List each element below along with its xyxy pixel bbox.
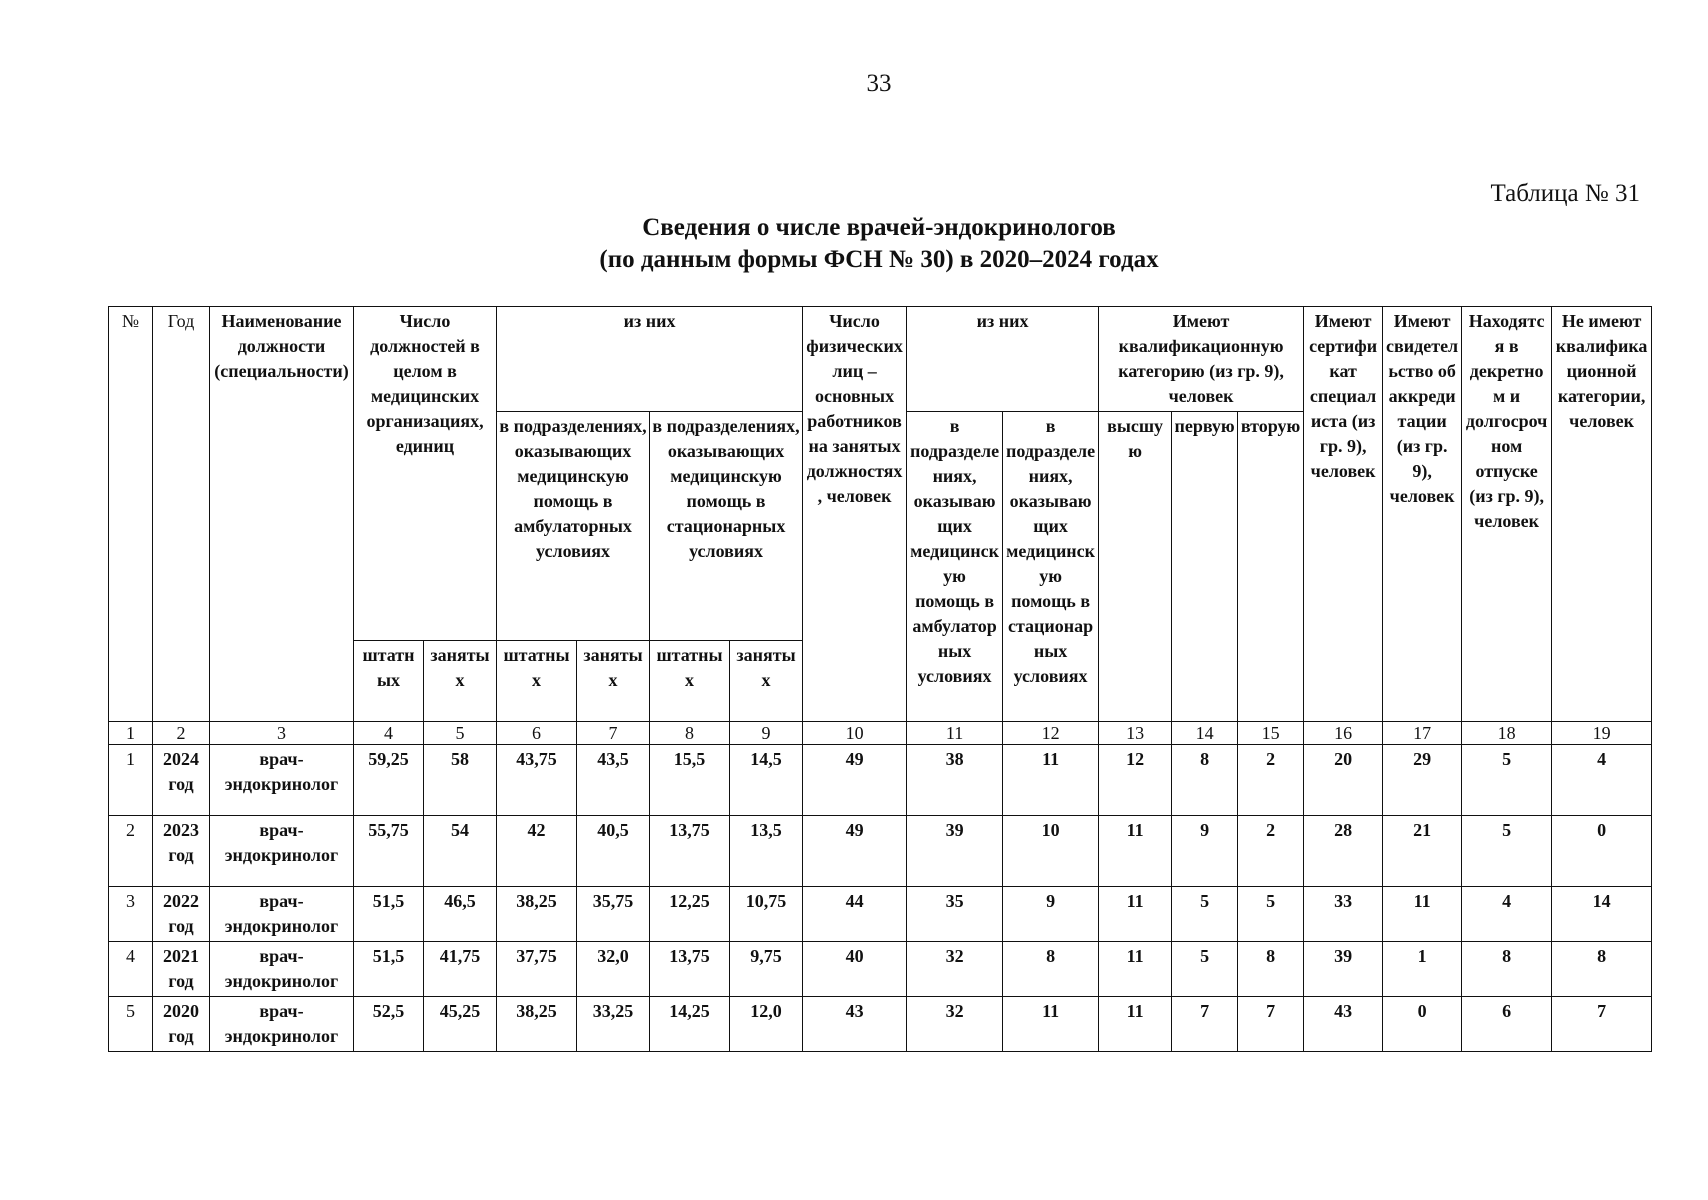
column-number: 5	[424, 722, 497, 745]
column-number: 17	[1383, 722, 1462, 745]
value-cell: 2	[1238, 745, 1304, 816]
value-cell: 4	[1552, 745, 1652, 816]
value-cell: 7	[1172, 997, 1238, 1052]
header-occupied: занятых	[577, 640, 650, 721]
header-highest: высшую	[1099, 412, 1172, 722]
value-cell: 43	[1304, 997, 1383, 1052]
column-number: 19	[1552, 722, 1652, 745]
column-number: 8	[650, 722, 730, 745]
value-cell: 38	[907, 745, 1003, 816]
year-cell: 2020 год	[153, 997, 210, 1052]
header-no-category: Не имеют квалификационной категории, человек	[1552, 307, 1652, 722]
value-cell: 14,5	[730, 745, 803, 816]
value-cell: 5	[1172, 942, 1238, 997]
value-cell: 49	[803, 745, 907, 816]
header-occupied: занятых	[424, 640, 497, 721]
table-body	[109, 745, 1652, 1052]
value-cell: 8	[1238, 942, 1304, 997]
value-cell: 10	[1003, 816, 1099, 887]
table-label: Таблица № 31	[1490, 180, 1640, 207]
value-cell: 51,5	[354, 942, 424, 997]
value-cell: 35	[907, 887, 1003, 942]
value-cell: 32,0	[577, 942, 650, 997]
value-cell: 8	[1462, 942, 1552, 997]
value-cell: 5	[1462, 816, 1552, 887]
value-cell: 11	[1003, 745, 1099, 816]
value-cell: 12	[1099, 745, 1172, 816]
page-number: 33	[866, 70, 892, 97]
column-number: 3	[210, 722, 354, 745]
column-number: 11	[907, 722, 1003, 745]
year-cell: 2023 год	[153, 816, 210, 887]
value-cell: 0	[1383, 997, 1462, 1052]
header-year: Год	[153, 307, 210, 722]
value-cell: 9,75	[730, 942, 803, 997]
column-number: 12	[1003, 722, 1099, 745]
value-cell: 8	[1003, 942, 1099, 997]
value-cell: 32	[907, 997, 1003, 1052]
column-number: 14	[1172, 722, 1238, 745]
value-cell: 58	[424, 745, 497, 816]
value-cell: 8	[1552, 942, 1652, 997]
row-number-cell: 1	[109, 745, 153, 816]
position-cell: врач-эндокринолог	[210, 942, 354, 997]
value-cell: 11	[1383, 887, 1462, 942]
value-cell: 9	[1172, 816, 1238, 887]
value-cell: 5	[1238, 887, 1304, 942]
value-cell: 38,25	[497, 997, 577, 1052]
value-cell: 14	[1552, 887, 1652, 942]
endocrinologists-table	[108, 306, 1652, 1052]
value-cell: 11	[1099, 942, 1172, 997]
column-number: 10	[803, 722, 907, 745]
value-cell: 10,75	[730, 887, 803, 942]
year-cell: 2022 год	[153, 887, 210, 942]
header-ambulatory-units: в подразделениях, оказывающих медицинскую помощь в амбулаторных условиях	[497, 412, 650, 641]
value-cell: 33	[1304, 887, 1383, 942]
title-line-2: (по данным формы ФСН № 30) в 2020–2024 годах	[599, 246, 1159, 273]
value-cell: 38,25	[497, 887, 577, 942]
header-inpatient-units: в подразделениях, оказывающих медицинскую помощь в стационарных условиях	[650, 412, 803, 641]
value-cell: 12,25	[650, 887, 730, 942]
value-cell: 46,5	[424, 887, 497, 942]
value-cell: 51,5	[354, 887, 424, 942]
header-occupied: занятых	[730, 640, 803, 721]
value-cell: 1	[1383, 942, 1462, 997]
value-cell: 41,75	[424, 942, 497, 997]
table-row	[109, 887, 1652, 942]
header-positions-total: Число должностей в целом в медицинских организациях, единиц	[354, 307, 497, 641]
value-cell: 13,75	[650, 942, 730, 997]
value-cell: 40	[803, 942, 907, 997]
value-cell: 11	[1099, 997, 1172, 1052]
value-cell: 11	[1099, 816, 1172, 887]
value-cell: 43,5	[577, 745, 650, 816]
value-cell: 11	[1003, 997, 1099, 1052]
value-cell: 12,0	[730, 997, 803, 1052]
column-number: 6	[497, 722, 577, 745]
value-cell: 11	[1099, 887, 1172, 942]
column-number: 15	[1238, 722, 1304, 745]
value-cell: 28	[1304, 816, 1383, 887]
position-cell: врач-эндокринолог	[210, 997, 354, 1052]
value-cell: 14,25	[650, 997, 730, 1052]
header-qualification: Имеют квалификационную категорию (из гр. 9), человек	[1099, 307, 1304, 412]
header-individuals: Число физических лиц – основных работников на занятых должностях, человек	[803, 307, 907, 722]
header-accreditation: Имеют свидетельство об аккредитации (из гр. 9), человек	[1383, 307, 1462, 722]
value-cell: 21	[1383, 816, 1462, 887]
value-cell: 43,75	[497, 745, 577, 816]
header-of-them-2: из них	[907, 307, 1099, 412]
value-cell: 7	[1238, 997, 1304, 1052]
header-of-them-1: из них	[497, 307, 803, 412]
row-number-cell: 5	[109, 997, 153, 1052]
position-cell: врач-эндокринолог	[210, 745, 354, 816]
value-cell: 45,25	[424, 997, 497, 1052]
value-cell: 20	[1304, 745, 1383, 816]
value-cell: 29	[1383, 745, 1462, 816]
value-cell: 13,75	[650, 816, 730, 887]
value-cell: 32	[907, 942, 1003, 997]
column-number: 1	[109, 722, 153, 745]
column-number: 13	[1099, 722, 1172, 745]
position-cell: врач-эндокринолог	[210, 887, 354, 942]
value-cell: 55,75	[354, 816, 424, 887]
value-cell: 44	[803, 887, 907, 942]
header-first: первую	[1172, 412, 1238, 722]
table-row	[109, 745, 1652, 816]
column-number: 7	[577, 722, 650, 745]
position-cell: врач-эндокринолог	[210, 816, 354, 887]
header-inpatient-persons: в подразделениях, оказывающих медицинскую помощь в стационарных условиях	[1003, 412, 1099, 722]
column-number: 16	[1304, 722, 1383, 745]
value-cell: 39	[907, 816, 1003, 887]
column-number: 9	[730, 722, 803, 745]
value-cell: 54	[424, 816, 497, 887]
year-cell: 2024 год	[153, 745, 210, 816]
column-numbers-row	[109, 722, 1652, 745]
header-ambulatory-persons: в подразделениях, оказывающих медицинскую помощь в амбулаторных условиях	[907, 412, 1003, 722]
value-cell: 8	[1172, 745, 1238, 816]
header-leave: Находятся в декретном и долгосрочном отпуске (из гр. 9), человек	[1462, 307, 1552, 722]
header-no: №	[109, 307, 153, 722]
value-cell: 4	[1462, 887, 1552, 942]
table-row	[109, 942, 1652, 997]
value-cell: 52,5	[354, 997, 424, 1052]
value-cell: 39	[1304, 942, 1383, 997]
value-cell: 49	[803, 816, 907, 887]
value-cell: 2	[1238, 816, 1304, 887]
value-cell: 0	[1552, 816, 1652, 887]
value-cell: 35,75	[577, 887, 650, 942]
value-cell: 33,25	[577, 997, 650, 1052]
value-cell: 40,5	[577, 816, 650, 887]
value-cell: 37,75	[497, 942, 577, 997]
value-cell: 5	[1462, 745, 1552, 816]
value-cell: 6	[1462, 997, 1552, 1052]
value-cell: 42	[497, 816, 577, 887]
table-row	[109, 997, 1652, 1052]
header-certificate: Имеют сертификат специалиста (из гр. 9), человек	[1304, 307, 1383, 722]
header-second: вторую	[1238, 412, 1304, 722]
row-number-cell: 2	[109, 816, 153, 887]
column-number: 2	[153, 722, 210, 745]
column-number: 4	[354, 722, 424, 745]
header-staff: штатных	[650, 640, 730, 721]
value-cell: 43	[803, 997, 907, 1052]
header-position: Наименование должности (специальности)	[210, 307, 354, 722]
row-number-cell: 3	[109, 887, 153, 942]
table-row	[109, 816, 1652, 887]
column-number: 18	[1462, 722, 1552, 745]
header-staff: штатных	[497, 640, 577, 721]
row-number-cell: 4	[109, 942, 153, 997]
value-cell: 7	[1552, 997, 1652, 1052]
title-line-1: Сведения о числе врачей-эндокринологов	[642, 214, 1116, 241]
value-cell: 59,25	[354, 745, 424, 816]
value-cell: 9	[1003, 887, 1099, 942]
value-cell: 15,5	[650, 745, 730, 816]
header-staff: штатных	[354, 640, 424, 721]
value-cell: 5	[1172, 887, 1238, 942]
year-cell: 2021 год	[153, 942, 210, 997]
document-title	[0, 212, 1708, 276]
value-cell: 13,5	[730, 816, 803, 887]
